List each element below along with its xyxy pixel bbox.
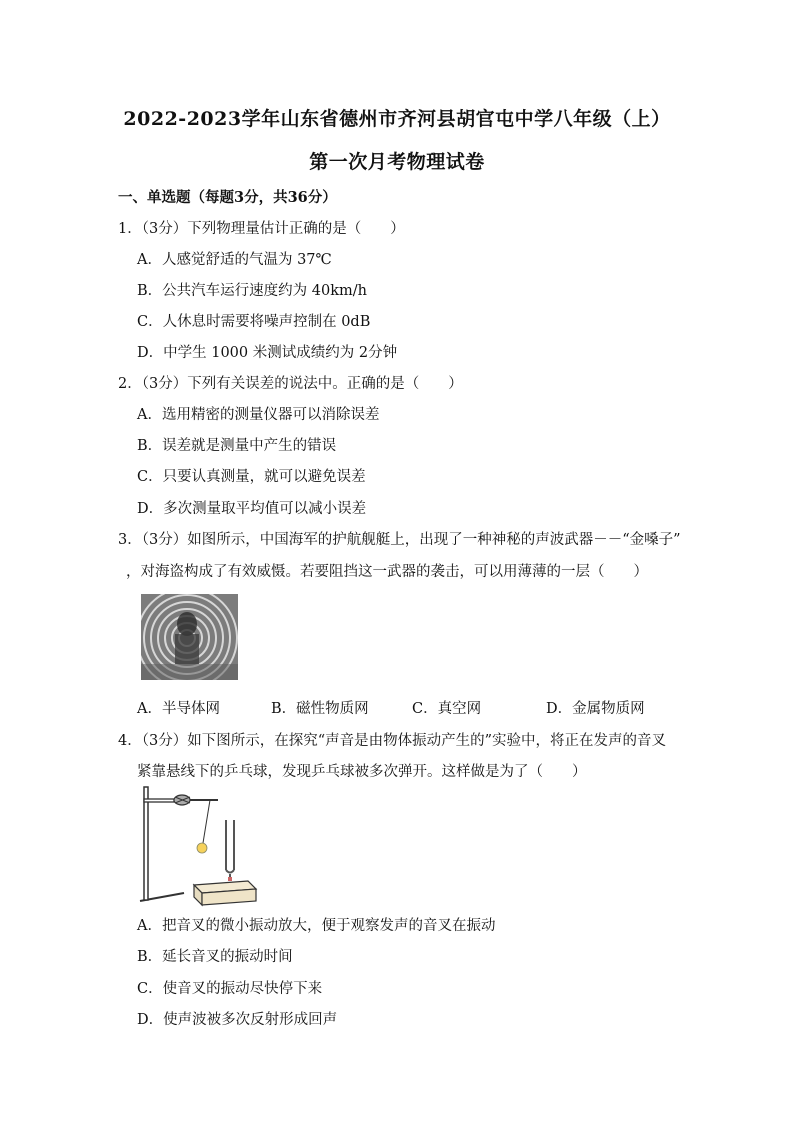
question-2-option-c: C．只要认真测量，就可以避免误差: [137, 469, 366, 485]
question-4-stem-continued: 紧靠悬线下的乒乓球，发现乒乓球被多次弹开。这样做是为了（ ）: [137, 764, 587, 780]
question-2-option-d: D．多次测量取平均值可以减小误差: [137, 501, 367, 517]
question-2-stem: 2．（3分）下列有关误差的说法中。正确的是（ ）: [118, 376, 463, 392]
question-4-option-c: C．使音叉的振动尽快停下来: [137, 981, 323, 997]
exam-title-line2: 第一次月考物理试卷: [309, 151, 485, 173]
question-4-option-d: D．使声波被多次反射形成回声: [137, 1012, 338, 1028]
question-3-option-b: B．磁性物质网: [271, 701, 369, 717]
question-1-option-d: D．中学生 1000 米测试成绩约为 2分钟: [137, 345, 398, 361]
section-heading: 一、单选题（每题3分，共36分）: [118, 189, 337, 206]
question-4-option-b: B．延长音叉的振动时间: [137, 949, 293, 965]
question-3-option-c: C．真空网: [412, 701, 482, 717]
question-1-stem: 1．（3分）下列物理量估计正确的是（ ）: [118, 221, 405, 237]
question-3-option-a: A．半导体网: [137, 701, 220, 717]
question-3-stem-continued: ，对海盗构成了有效威慑。若要阻挡这一武器的袭击，可以用薄薄的一层（ ）: [126, 564, 648, 580]
exam-title-line1: 2022-2023学年山东省德州市齐河县胡官屯中学八年级（上）: [123, 108, 671, 130]
question-1-option-c: C．人休息时需要将噪声控制在 0dB: [137, 314, 371, 330]
question-4-option-a: A．把音叉的微小振动放大，便于观察发声的音叉在振动: [137, 918, 496, 934]
question-4-stem: 4．（3分）如下图所示，在探究“声音是由物体振动产生的”实验中，将正在发声的音叉: [118, 733, 667, 749]
question-3-stem: 3．（3分）如图所示，中国海军的护航舰艇上，出现了一种神秘的声波武器－－“金嗓子”: [118, 532, 681, 548]
tuning-fork-experiment-image: [138, 785, 258, 907]
question-2-option-b: B．误差就是测量中产生的错误: [137, 438, 337, 454]
question-1-option-a: A．人感觉舒适的气温为 37℃: [137, 252, 332, 268]
question-2-option-a: A．选用精密的测量仪器可以消除误差: [137, 407, 380, 423]
question-1-option-b: B．公共汽车运行速度约为 40km/h: [137, 283, 367, 299]
sonic-weapon-image: [141, 594, 238, 680]
question-3-option-d: D．金属物质网: [546, 701, 645, 717]
